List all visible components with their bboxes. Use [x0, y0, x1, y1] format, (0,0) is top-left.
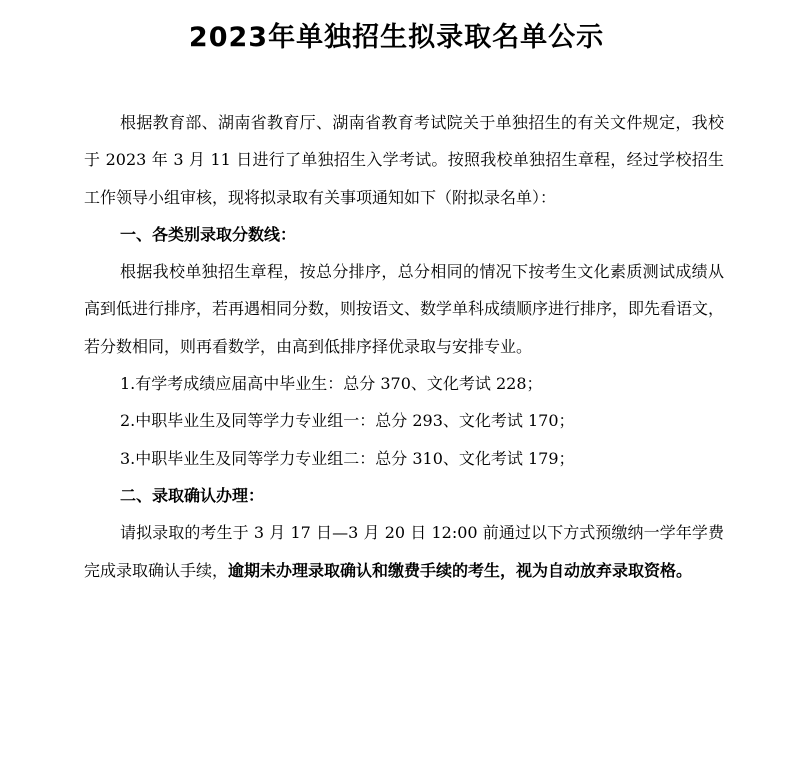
intro-paragraph: 根据教育部、湖南省教育厅、湖南省教育考试院关于单独招生的有关文件规定，我校于 2023 年 3 月 11 日进行了单独招生入学考试。按照我校单独招生章程，经过学校招生工作领导小组审核，现将拟录取有关事项通知如下（附拟录名单）：: [84, 113, 724, 207]
section-2-heading: 二、录取确认办理：: [120, 485, 265, 505]
cutoff-item-2: 2.中职毕业生及同等学力专业组一：总分 293、文化考试 170；: [120, 411, 575, 431]
document-title: 2023年单独招生拟录取名单公示: [188, 22, 605, 53]
section-1-paragraph: 根据我校单独招生章程，按总分排序，总分相同的情况下按考生文化素质测试成绩从高到低进行排序，若再遇相同分数，则按语文、数学单科成绩顺序进行排序，即先看语文，若分数相同，则再看数学，由高到低排序择优录取与安排专业。: [84, 262, 725, 356]
cutoff-item-1: 1.有学考成绩应届高中毕业生：总分 370、文化考试 228；: [120, 374, 543, 394]
section-1-heading: 一、各类别录取分数线：: [120, 224, 297, 244]
document-body: [84, 104, 724, 589]
section-2-text: 请拟录取的考生于 3 月 17 日—3 月 20 日 12:00 前通过以下方式预缴纳一学年学费完成录取确认手续，: [84, 523, 724, 580]
section-2-paragraph: [84, 514, 724, 589]
cutoff-item-3: 3.中职毕业生及同等学力专业组二：总分 310、文化考试 179；: [120, 448, 575, 468]
section-2-warning: 逾期未办理录取确认和缴费手续的考生，视为自动放弃录取资格。: [228, 560, 693, 580]
